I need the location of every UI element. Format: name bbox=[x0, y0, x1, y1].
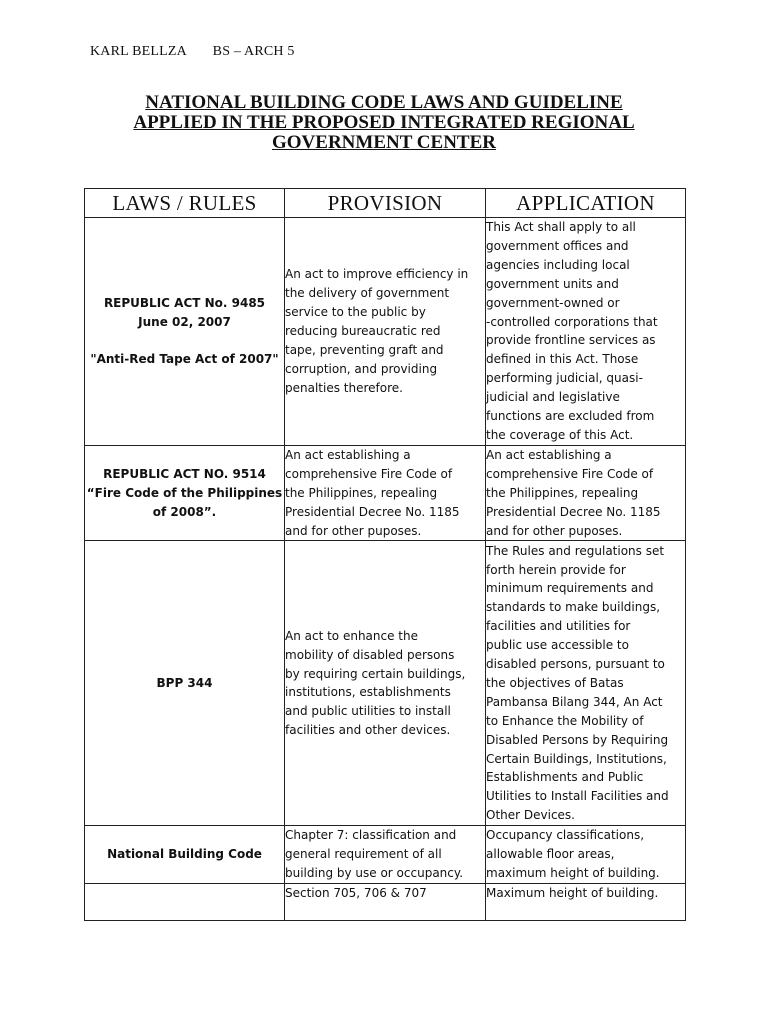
application-line: defined in this Act. Those bbox=[486, 352, 639, 367]
application-cell bbox=[486, 218, 686, 446]
application-line: to Enhance the Mobility of bbox=[486, 713, 644, 728]
law-line: June 02, 2007 bbox=[138, 314, 231, 329]
header-application: APPLICATION bbox=[486, 189, 686, 218]
application-cell bbox=[486, 826, 686, 884]
application-line: and for other puposes. bbox=[486, 523, 623, 538]
provision-cell bbox=[285, 445, 486, 541]
provision-line: penalties therefore. bbox=[285, 380, 403, 395]
application-line: the objectives of Batas bbox=[486, 675, 624, 690]
provision-line: and for other puposes. bbox=[285, 523, 422, 538]
application-line: the coverage of this Act. bbox=[486, 427, 634, 442]
application-line: Disabled Persons by Requiring bbox=[486, 732, 669, 747]
law-line: "Anti-Red Tape Act of 2007" bbox=[90, 352, 279, 367]
law-cell bbox=[85, 445, 285, 541]
application-line: public use accessible to bbox=[486, 638, 629, 653]
provision-line: building by use or occupancy. bbox=[285, 866, 464, 881]
law-cell bbox=[85, 826, 285, 884]
application-cell bbox=[486, 541, 686, 826]
application-line: Presidential Decree No. 1185 bbox=[486, 504, 661, 519]
provision-cell bbox=[285, 826, 486, 884]
header-laws-rules: LAWS / RULES bbox=[85, 189, 285, 218]
application-line: provide frontline services as bbox=[486, 333, 656, 348]
provision-line: the Philippines, repealing bbox=[285, 485, 438, 500]
law-line: REPUBLIC ACT No. 9485 bbox=[103, 295, 266, 310]
document-title bbox=[84, 93, 684, 153]
laws-table bbox=[84, 188, 686, 921]
law-cell bbox=[85, 541, 285, 826]
application-line: government offices and bbox=[486, 238, 629, 253]
application-line: judicial and legislative bbox=[486, 390, 620, 405]
provision-line: the delivery of government bbox=[285, 286, 450, 301]
provision-line: institutions, establishments bbox=[285, 685, 451, 700]
application-line: Pambansa Bilang 344, An Act bbox=[486, 694, 663, 709]
provision-line: comprehensive Fire Code of bbox=[285, 466, 453, 481]
application-line: Maximum height of building. bbox=[486, 886, 659, 901]
application-line: facilities and utilities for bbox=[486, 619, 631, 634]
table-row bbox=[85, 445, 686, 541]
provision-line: Section 705, 706 & 707 bbox=[285, 886, 427, 901]
provision-line: tape, preventing graft and bbox=[285, 342, 444, 357]
provision-line: Presidential Decree No. 1185 bbox=[285, 504, 460, 519]
provision-line: facilities and other devices. bbox=[285, 723, 451, 738]
application-line: Establishments and Public bbox=[486, 770, 644, 785]
document-header bbox=[90, 44, 295, 60]
table-row bbox=[85, 541, 686, 826]
application-line: government units and bbox=[486, 276, 619, 291]
course-label: BS – ARCH 5 bbox=[212, 44, 295, 59]
application-line: This Act shall apply to all bbox=[486, 220, 636, 234]
provision-line: An act establishing a bbox=[285, 447, 411, 462]
provision-line: service to the public by bbox=[285, 305, 426, 320]
application-line: allowable floor areas, bbox=[486, 847, 615, 862]
provision-line: by requiring certain buildings, bbox=[285, 666, 466, 681]
application-line: -controlled corporations that bbox=[486, 314, 658, 329]
provision-line: and public utilities to install bbox=[285, 704, 451, 719]
provision-line: An act to enhance the bbox=[285, 628, 419, 643]
application-line: government-owned or bbox=[486, 295, 620, 310]
application-line: functions are excluded from bbox=[486, 409, 655, 424]
application-line: standards to make buildings, bbox=[486, 600, 661, 615]
law-line: “Fire Code of the Philippines bbox=[86, 485, 283, 500]
title-line-3: GOVERNMENT CENTER bbox=[272, 132, 496, 153]
law-line: BPP 344 bbox=[156, 675, 213, 690]
title-line-1: NATIONAL BUILDING CODE LAWS AND GUIDELINE bbox=[145, 92, 623, 113]
law-line: of 2008”. bbox=[152, 504, 217, 519]
application-line: comprehensive Fire Code of bbox=[486, 466, 654, 481]
provision-line: reducing bureaucratic red bbox=[285, 323, 441, 338]
title-line-2: APPLIED IN THE PROPOSED INTEGRATED REGIONAL bbox=[133, 112, 635, 133]
provision-line: general requirement of all bbox=[285, 847, 442, 862]
header-provision: PROVISION bbox=[285, 189, 486, 218]
application-line: forth herein provide for bbox=[486, 562, 626, 577]
table-header-row bbox=[85, 189, 686, 218]
law-line: National Building Code bbox=[107, 847, 262, 862]
provision-line: mobility of disabled persons bbox=[285, 647, 455, 662]
application-line: Other Devices. bbox=[486, 808, 575, 823]
application-line: Certain Buildings, Institutions, bbox=[486, 751, 667, 766]
provision-cell bbox=[285, 218, 486, 446]
table-row bbox=[85, 826, 686, 884]
law-cell bbox=[85, 218, 285, 446]
provision-line: An act to improve efficiency in bbox=[285, 267, 469, 282]
application-line: An act establishing a bbox=[486, 447, 612, 462]
law-cell bbox=[85, 884, 285, 921]
application-line: Utilities to Install Facilities and bbox=[486, 789, 669, 804]
application-line: minimum requirements and bbox=[486, 581, 654, 596]
law-line: REPUBLIC ACT NO. 9514 bbox=[103, 466, 266, 481]
application-line: performing judicial, quasi- bbox=[486, 371, 643, 386]
application-line: maximum height of building. bbox=[486, 866, 660, 881]
provision-cell bbox=[285, 884, 486, 921]
application-line: The Rules and regulations set bbox=[486, 543, 665, 558]
table-row bbox=[85, 884, 686, 921]
table-row bbox=[85, 218, 686, 446]
provision-cell bbox=[285, 541, 486, 826]
provision-line: Chapter 7: classification and bbox=[285, 828, 457, 843]
application-line: disabled persons, pursuant to bbox=[486, 657, 665, 672]
application-cell bbox=[486, 445, 686, 541]
application-line: agencies including local bbox=[486, 257, 630, 272]
application-line: the Philippines, repealing bbox=[486, 485, 639, 500]
provision-line: corruption, and providing bbox=[285, 361, 438, 376]
application-cell bbox=[486, 884, 686, 921]
application-line: Occupancy classifications, bbox=[486, 828, 645, 843]
author-name: KARL BELLZA bbox=[90, 44, 187, 59]
